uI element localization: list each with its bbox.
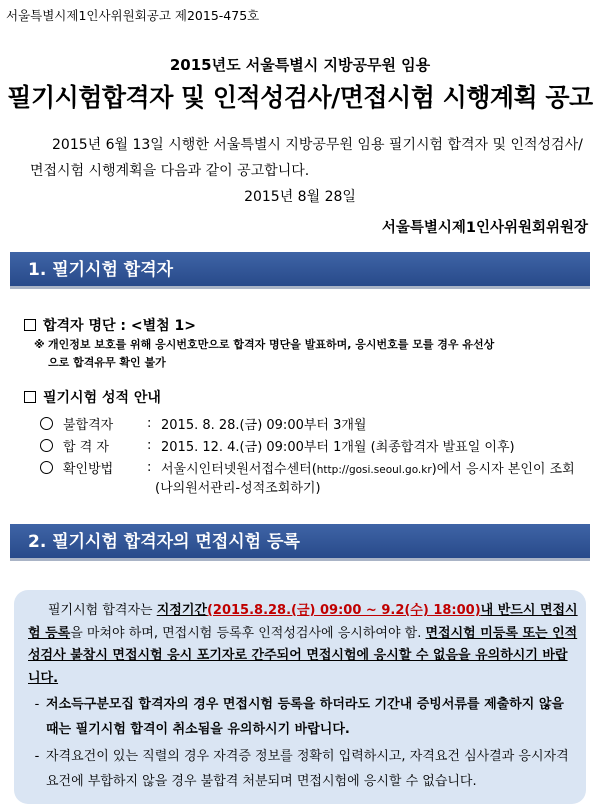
circle-bullet-icon: [40, 439, 53, 452]
score-info-list: [40, 412, 600, 500]
dash-text-2: 자격요건이 있는 직렬의 경우 자격증 정보를 정확히 입력하시고, 자격요건 심사결과 응시자격 요건에 부합하지 않을 경우 불합격 처분되며 면접시험에 응시할 수 없습니다.: [46, 749, 569, 789]
section-2-header: 2. 필기시험 합격자의 면접시험 등록: [10, 524, 590, 561]
notice-number: 서울특별시제1인사위원회공고 제2015-475호: [6, 8, 260, 23]
item-passer-list: [24, 315, 196, 335]
row-value: 2015. 8. 28.(금) 09:00부터 3개월: [161, 417, 367, 433]
note-text-2: 으로 합격유무 확인 불가: [48, 356, 166, 369]
square-bullet-icon: [24, 319, 36, 331]
notice-date: 2015년 8월 28일: [244, 189, 356, 205]
row-value: 2015. 12. 4.(금) 09:00부터 1개월 (최종합격자 발표일 이후): [161, 439, 515, 455]
row-label: 불합격자: [63, 417, 114, 433]
signer: 서울특별시제1인사위원회위원장: [381, 220, 588, 236]
list-item: 합 격 자 : 2015. 12. 4.(금) 09:00부터 1개월 (최종합격자 발표일 이후): [40, 434, 600, 456]
list-item: 불합격자 : 2015. 8. 28.(금) 09:00부터 3개월: [40, 412, 600, 434]
subtitle: 2015년도 서울특별시 지방공무원 임용: [169, 56, 431, 74]
item-label: 필기시험 성적 안내: [43, 390, 161, 406]
privacy-note: [34, 336, 594, 372]
registration-notice-panel: [14, 590, 586, 804]
note-text-1: 개인정보 보호를 위해 응시번호만으로 합격자 명단을 발표하며, 응시번호를 모를 경우 유선상: [48, 338, 495, 351]
row-label: 합 격 자: [63, 439, 109, 455]
circle-bullet-icon: [40, 461, 53, 474]
list-item: - 자격요건이 있는 직렬의 경우 자격증 정보를 정확히 입력하시고, 자격요건 심사결과 응시자격 요건에 부합하지 않을 경우 불합격 처분되며 면접시험에 응시할 수 없습니다.: [28, 744, 578, 794]
circle-bullet-icon: [40, 417, 53, 430]
item-score-info: [24, 387, 161, 407]
note-mark: ※: [34, 338, 45, 351]
row-continuation: (나의원서관리-성적조회하기): [155, 481, 321, 496]
intro-paragraph: 2015년 6월 13일 시행한 서울특별시 지방공무원 임용 필기시험 합격자 및 인적성검사/면접시험 시행계획을 다음과 같이 공고합니다.: [30, 137, 583, 179]
row-label: 확인방법: [63, 461, 114, 477]
registration-paragraph: 필기시험 합격자는 지정기간(2015.8.28.(금) 09:00 ~ 9.2(수) 18:00)내 반드시 면접시험 등록을 마쳐야 하며, 면접시험 등록후 인적성검사에 응시하여야 함. 면접시험 미등록 또는 인적성검사 불참시 면접시험 응시 포기자로 간주되어 면접시험에 응시할 수 없음을 유의하시기 바랍니다.: [28, 603, 578, 686]
dash-text-1: 저소득구분모집 합격자의 경우 면접시험 등록을 하더라도 기간내 증빙서류를 제출하지 않을 때는 필기시험 합격이 취소됨을 유의하시기 바랍니다.: [46, 697, 564, 737]
list-item: - 저소득구분모집 합격자의 경우 면접시험 등록을 하더라도 기간내 증빙서류를 제출하지 않을 때는 필기시험 합격이 취소됨을 유의하시기 바랍니다.: [28, 692, 578, 742]
list-item: 확인방법 : 서울시인터넷원서접수센터(http://gosi.seoul.go.kr)에서 응시자 본인이 조회: [40, 456, 600, 478]
row-value: 서울시인터넷원서접수센터(http://gosi.seoul.go.kr)에서 응시자 본인이 조회: [161, 461, 575, 477]
gosi-link[interactable]: http://gosi.seoul.go.kr: [316, 463, 432, 476]
item-label: 합격자 명단 : <별첨 1>: [43, 318, 196, 334]
square-bullet-icon: [24, 391, 36, 403]
page-title: 필기시험합격자 및 인적성검사/면접시험 시행계획 공고: [7, 83, 593, 112]
section-1-header: 1. 필기시험 합격자: [10, 252, 590, 289]
